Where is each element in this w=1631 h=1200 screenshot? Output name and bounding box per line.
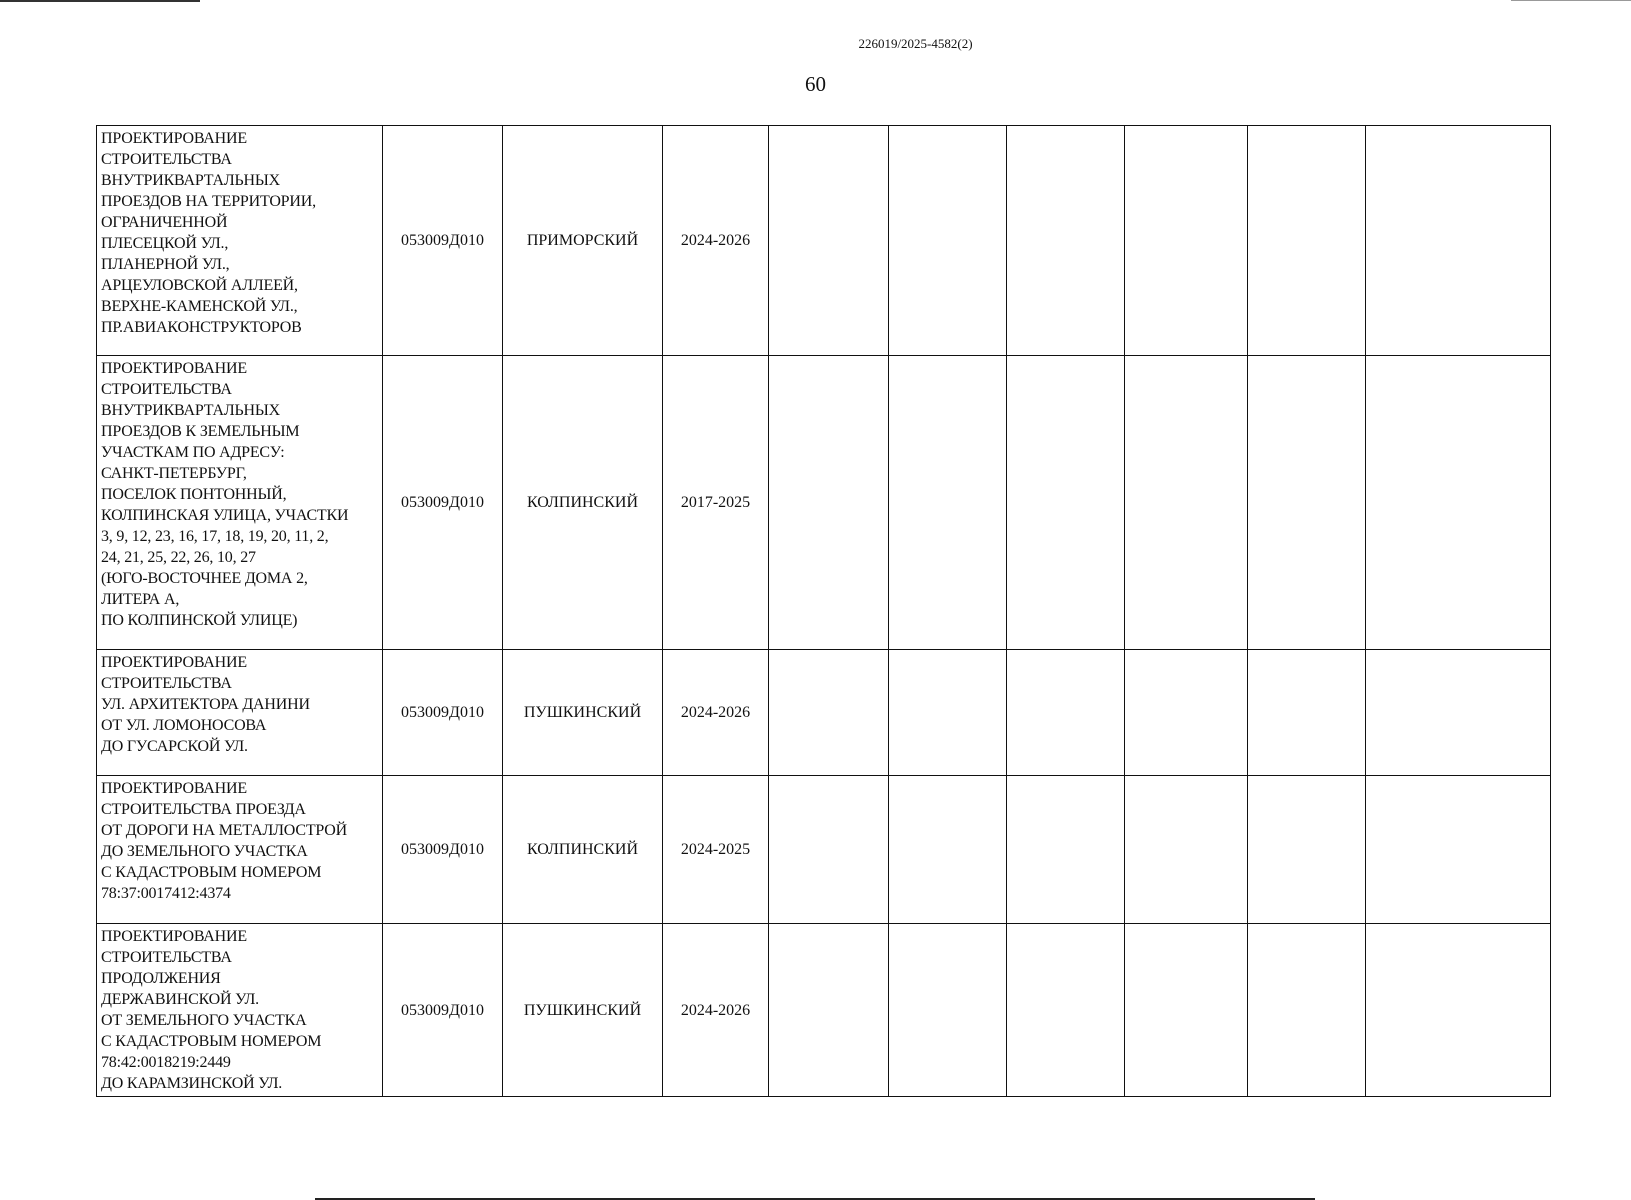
empty-cell: [1007, 776, 1125, 924]
empty-cell: [889, 356, 1007, 650]
empty-cell: [1007, 126, 1125, 356]
period-cell: 2024-2026: [663, 924, 769, 1097]
code-cell: 053009Д010: [383, 126, 503, 356]
empty-cell: [1007, 356, 1125, 650]
empty-cell: [889, 924, 1007, 1097]
empty-cell: [1125, 126, 1248, 356]
code-cell: 053009Д010: [383, 924, 503, 1097]
empty-cell: [1366, 126, 1551, 356]
document-number: 226019/2025-4582(2): [858, 36, 973, 51]
empty-cell: [769, 924, 889, 1097]
scan-edge-top-right: [1511, 0, 1631, 1]
scan-edge-top-left: [0, 0, 200, 2]
empty-cell: [1007, 650, 1125, 776]
empty-cell: [1248, 776, 1366, 924]
district-cell: ПУШКИНСКИЙ: [503, 650, 663, 776]
district-cell: КОЛПИНСКИЙ: [503, 776, 663, 924]
project-name-cell: ПРОЕКТИРОВАНИЕ СТРОИТЕЛЬСТВА ПРОДОЛЖЕНИЯ ДЕРЖАВИНСКОЙ УЛ. ОТ ЗЕМЕЛЬНОГО УЧАСТКА С КАДАСТРОВЫМ НОМЕРОМ 78:42:0018219:2449 ДО КАРАМЗИНСКОЙ УЛ.: [97, 924, 383, 1097]
district-cell: КОЛПИНСКИЙ: [503, 356, 663, 650]
table-row: [97, 776, 1551, 924]
empty-cell: [1248, 356, 1366, 650]
period-cell: 2024-2026: [663, 126, 769, 356]
empty-cell: [889, 126, 1007, 356]
empty-cell: [1366, 924, 1551, 1097]
page-number: 60: [805, 72, 826, 96]
empty-cell: [1125, 924, 1248, 1097]
empty-cell: [769, 776, 889, 924]
project-name-cell: ПРОЕКТИРОВАНИЕ СТРОИТЕЛЬСТВА ВНУТРИКВАРТАЛЬНЫХ ПРОЕЗДОВ К ЗЕМЕЛЬНЫМ УЧАСТКАМ ПО АДРЕСУ: САНКТ-ПЕТЕРБУРГ, ПОСЕЛОК ПОНТОННЫЙ, КОЛПИНСКАЯ УЛИЦА, УЧАСТКИ 3, 9, 12, 23, 16, 17, 18, 19, 20, 11, 2, 24, 21, 25, 22, 26, 10, 27 (ЮГО-ВОСТОЧНЕЕ ДОМА 2, ЛИТЕРА А, ПО КОЛПИНСКОЙ УЛИЦЕ): [97, 356, 383, 650]
district-cell: ПУШКИНСКИЙ: [503, 924, 663, 1097]
district-cell: ПРИМОРСКИЙ: [503, 126, 663, 356]
project-name-cell: ПРОЕКТИРОВАНИЕ СТРОИТЕЛЬСТВА ПРОЕЗДА ОТ ДОРОГИ НА МЕТАЛЛОСТРОЙ ДО ЗЕМЕЛЬНОГО УЧАСТКА С КАДАСТРОВЫМ НОМЕРОМ 78:37:0017412:4374: [97, 776, 383, 924]
period-cell: 2017-2025: [663, 356, 769, 650]
empty-cell: [1125, 776, 1248, 924]
project-name-cell: ПРОЕКТИРОВАНИЕ СТРОИТЕЛЬСТВА УЛ. АРХИТЕКТОРА ДАНИНИ ОТ УЛ. ЛОМОНОСОВА ДО ГУСАРСКОЙ УЛ.: [97, 650, 383, 776]
empty-cell: [769, 126, 889, 356]
empty-cell: [769, 356, 889, 650]
code-cell: 053009Д010: [383, 356, 503, 650]
empty-cell: [1248, 650, 1366, 776]
empty-cell: [1125, 650, 1248, 776]
project-name-cell: ПРОЕКТИРОВАНИЕ СТРОИТЕЛЬСТВА ВНУТРИКВАРТАЛЬНЫХ ПРОЕЗДОВ НА ТЕРРИТОРИИ, ОГРАНИЧЕННОЙ ПЛЕСЕЦКОЙ УЛ., ПЛАНЕРНОЙ УЛ., АРЦЕУЛОВСКОЙ АЛЛЕЕЙ, ВЕРХНЕ-КАМЕНСКОЙ УЛ., ПР.АВИАКОНСТРУКТОРОВ: [97, 126, 383, 356]
empty-cell: [1366, 776, 1551, 924]
table-row: [97, 924, 1551, 1097]
period-cell: 2024-2026: [663, 650, 769, 776]
table-row: [97, 356, 1551, 650]
empty-cell: [1248, 924, 1366, 1097]
empty-cell: [1366, 650, 1551, 776]
empty-cell: [889, 776, 1007, 924]
projects-table: [96, 125, 1551, 1097]
table-row: [97, 126, 1551, 356]
code-cell: 053009Д010: [383, 776, 503, 924]
empty-cell: [769, 650, 889, 776]
code-cell: 053009Д010: [383, 650, 503, 776]
empty-cell: [1007, 924, 1125, 1097]
period-cell: 2024-2025: [663, 776, 769, 924]
empty-cell: [1366, 356, 1551, 650]
empty-cell: [1248, 126, 1366, 356]
table-row: [97, 650, 1551, 776]
empty-cell: [889, 650, 1007, 776]
empty-cell: [1125, 356, 1248, 650]
